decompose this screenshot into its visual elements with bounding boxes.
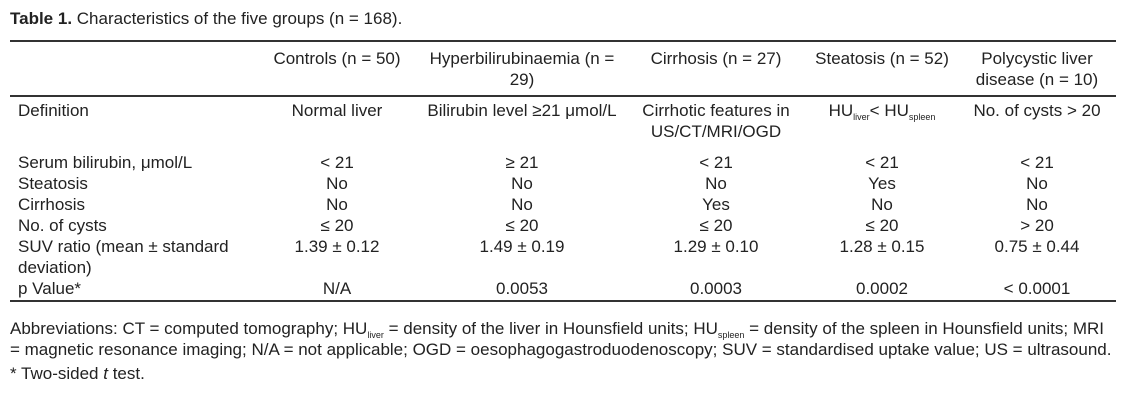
row-label: Cirrhosis xyxy=(18,195,86,214)
table-cell: 0.0053 xyxy=(418,278,626,301)
table-cell: ≥ 21 xyxy=(505,153,539,172)
column-header-cirrhosis: Cirrhosis (n = 27) xyxy=(626,41,806,96)
column-header-controls: Controls (n = 50) xyxy=(256,41,418,96)
table-caption-label: Table 1. xyxy=(10,9,73,28)
table-cell: N/A xyxy=(256,278,418,301)
table-cell: 0.75 ± 0.44 xyxy=(994,237,1080,256)
abbreviations-text: = density of the spleen in Hounsfield units; MRI = magnetic resonance imaging; N/A = not applicable; OGD = oesophagogastroduodenoscopy; SUV = standardised uptake value; US = ultrasound. xyxy=(10,319,1112,359)
table-header-row xyxy=(10,41,1116,96)
table-cell: No xyxy=(705,174,727,193)
table-cell: No xyxy=(511,195,533,214)
test-note-text: * Two-sided xyxy=(10,364,104,383)
table-row xyxy=(10,173,1116,194)
table-cell: < 21 xyxy=(1020,153,1054,172)
table-row xyxy=(10,236,1116,278)
row-label: p Value* xyxy=(10,278,256,301)
table-cell: 1.49 ± 0.19 xyxy=(479,237,565,256)
cell-steatosis xyxy=(806,96,958,148)
table-cell: Yes xyxy=(702,195,730,214)
table-footnotes xyxy=(10,318,1116,384)
table-cell: 1.39 ± 0.12 xyxy=(294,237,380,256)
table-cell: 0.0002 xyxy=(806,278,958,301)
table-cell: 1.29 ± 0.10 xyxy=(673,237,759,256)
table-cell: No xyxy=(1026,195,1048,214)
table-cell: No xyxy=(326,195,348,214)
table-cell: ≤ 20 xyxy=(505,216,539,235)
table-cell: < 21 xyxy=(865,153,899,172)
row-label: Steatosis xyxy=(18,174,88,193)
cell-controls: Normal liver xyxy=(291,101,383,120)
table-cell: No xyxy=(871,195,893,214)
abbreviations-text: = density of the liver in Hounsfield units; HU xyxy=(383,319,718,338)
table-cell: No xyxy=(1026,174,1048,193)
cell-cirrhosis: Cirrhotic features in US/CT/MRI/OGD xyxy=(642,101,790,141)
cell-polycystic: No. of cysts > 20 xyxy=(973,101,1101,120)
characteristics-table xyxy=(10,40,1116,302)
table-cell: < 0.0001 xyxy=(958,278,1116,301)
table-cell: No xyxy=(326,174,348,193)
column-header-steatosis: Steatosis (n = 52) xyxy=(806,41,958,96)
table-caption xyxy=(10,9,402,29)
row-label: Definition xyxy=(18,101,89,120)
abbreviations-text: Abbreviations: CT = computed tomography; HU xyxy=(10,319,368,338)
column-header-polycystic: Polycystic liver disease (n = 10) xyxy=(958,41,1116,96)
table-caption-text: Characteristics of the five groups (n = 168). xyxy=(76,9,403,28)
table-row xyxy=(10,215,1116,236)
t-italic: t xyxy=(103,364,108,383)
table-row-definition xyxy=(10,96,1116,148)
subscript-spleen: spleen xyxy=(908,112,936,122)
row-label: SUV ratio (mean ± standard deviation) xyxy=(18,237,229,277)
table-cell: < 21 xyxy=(699,153,733,172)
row-label: No. of cysts xyxy=(18,216,107,235)
table-cell: 0.0003 xyxy=(626,278,806,301)
table-row xyxy=(10,278,1116,301)
subscript-liver: liver xyxy=(367,330,384,340)
subscript-liver: liver xyxy=(853,112,870,122)
table-row xyxy=(10,148,1116,173)
table-cell: > 20 xyxy=(1020,216,1054,235)
abbreviations-note xyxy=(10,318,1116,360)
table-cell: ≤ 20 xyxy=(320,216,354,235)
row-label: Serum bilirubin, μmol/L xyxy=(18,153,193,172)
cell-hyperbilirubinaemia: Bilirubin level ≥21 μmol/L xyxy=(427,101,617,120)
hu-text: HU xyxy=(828,101,854,120)
hu-text: HU xyxy=(884,101,909,120)
table-cell: ≤ 20 xyxy=(699,216,733,235)
table-cell: No xyxy=(511,174,533,193)
column-header-empty xyxy=(10,41,256,96)
table-cell: Yes xyxy=(868,174,896,193)
test-note-text: test. xyxy=(107,364,145,383)
table-cell: 1.28 ± 0.15 xyxy=(839,237,925,256)
table-cell: < 21 xyxy=(320,153,354,172)
table-cell: ≤ 20 xyxy=(865,216,899,235)
less-than-text: < xyxy=(869,101,885,120)
statistical-test-note xyxy=(10,363,1116,384)
subscript-spleen: spleen xyxy=(717,330,745,340)
column-header-hyperbilirubinaemia: Hyperbilirubinaemia (n = 29) xyxy=(418,41,626,96)
table-row xyxy=(10,194,1116,215)
